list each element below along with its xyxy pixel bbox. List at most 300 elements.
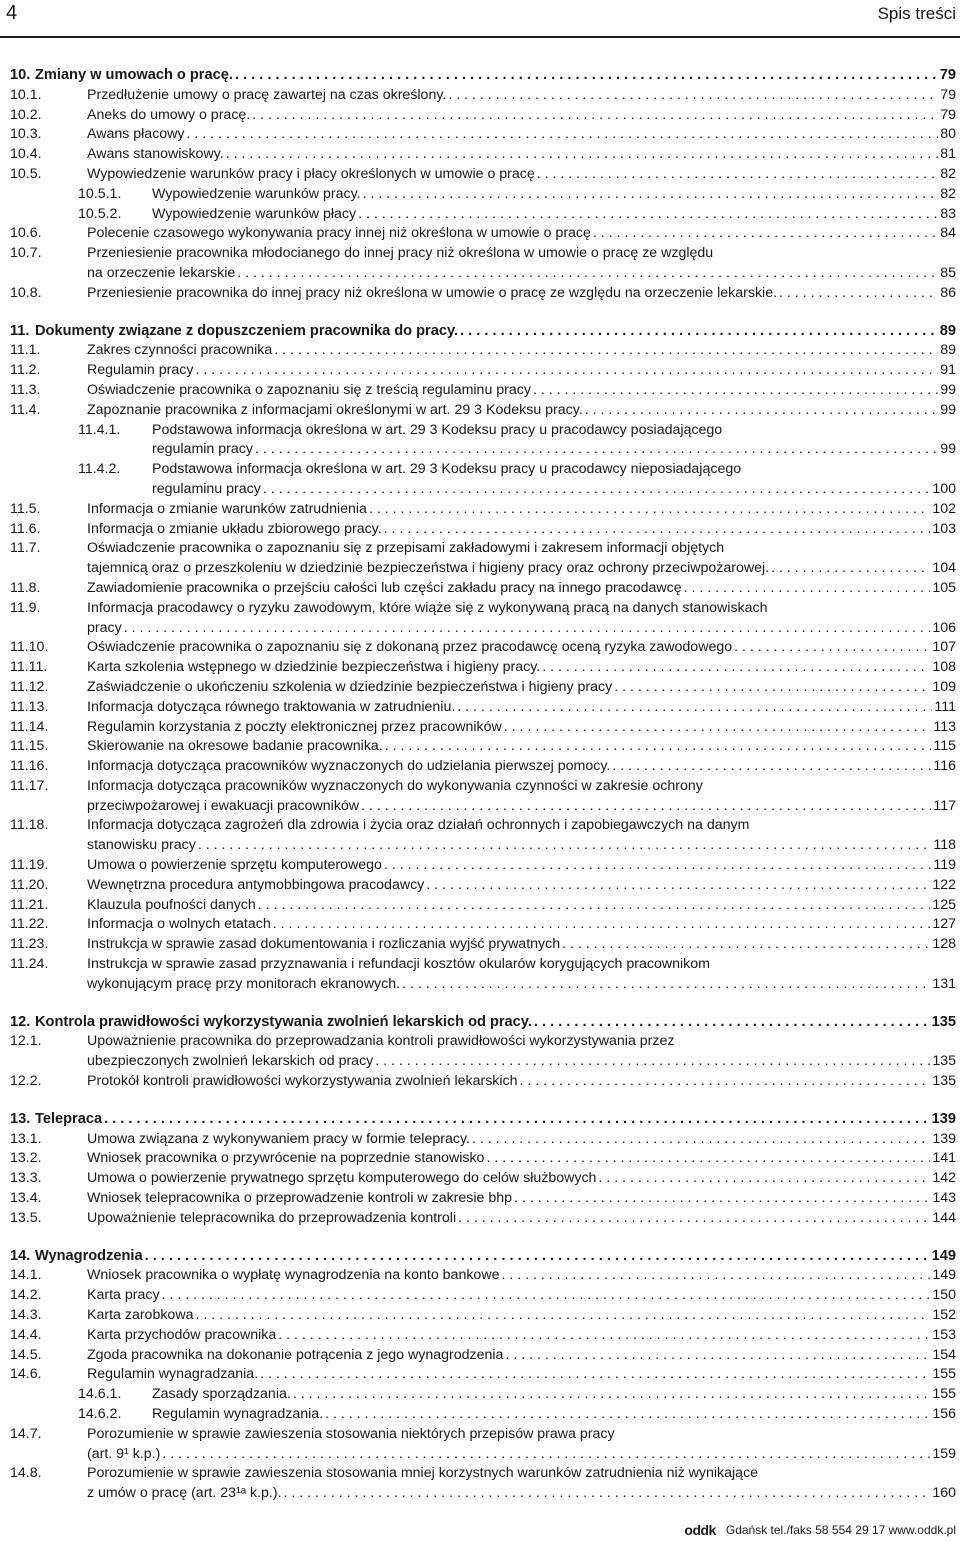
page-ref: 142 [932,1170,956,1187]
entry-title: Informacja o zmianie układu zbiorowego pracy. [87,520,382,537]
toc-entry [10,224,956,244]
entry-title: Umowa o powierzenie sprzętu komputerowego [87,857,382,874]
dot-leader [534,1013,930,1033]
page-number: 4 [6,2,18,24]
entry-title: Regulamin wynagradzania. [87,1366,259,1383]
page-ref: 135 [932,1053,956,1070]
page-ref: 128 [932,936,956,953]
toc-entry [10,106,956,126]
dot-leader [284,1484,931,1504]
toc-entry [10,915,956,935]
entry-number: 10.5.2. [78,205,122,222]
entry-title: Przeniesienie pracownika do innej pracy niż określona w umowie o pracę ze względu na orzeczenie lekarskie. [87,284,778,301]
page-ref: 131 [932,975,956,992]
entry-title: na orzeczenie lekarskie [87,264,236,281]
entry-title: Upoważnienie telepracownika do przeprowadzenia kontroli [87,1209,457,1226]
entry-title: Zaświadczenie o ukończeniu szkolenia w dziedzinie bezpieczeństwa i higieny pracy [87,678,613,695]
toc-chapter [10,322,956,342]
publisher-contact: Gdańsk tel./faks 58 554 29 17 www.oddk.pl [725,1523,956,1537]
entry-number: 14.6.2. [78,1406,122,1422]
dot-leader [162,1445,930,1465]
entry-title: Karta szkolenia wstępnego w dziedzinie bezpieczeństwa i higieny pracy. [87,659,541,676]
entry-title: Informacja o zmianie warunków zatrudnienia [87,500,367,517]
entry-title: z umów o pracę (art. 23¹ᵃ k.p.). [87,1485,282,1502]
section-title: Spis treści [877,4,956,23]
toc-entry [10,1130,956,1150]
toc-entry [10,718,956,738]
dot-leader [274,341,938,361]
dot-leader [375,1052,930,1072]
entry-title: Karta pracy [87,1287,160,1304]
dot-leader [779,284,938,304]
dot-leader [771,559,930,579]
toc-entry [10,1032,956,1072]
entry-title: Wniosek pracownika o wypłatę wynagrodzenia na konto bankowe [87,1267,500,1284]
page-ref: 80 [940,126,956,143]
toc-entry [10,284,956,304]
publisher-logo: oddk [684,1522,716,1538]
toc-entry [10,737,956,757]
page-ref: 82 [940,185,956,202]
dot-leader [505,1346,930,1366]
entry-number: 11.14. [10,718,49,735]
dot-leader [514,1189,930,1209]
entry-number: 14.3. [10,1307,42,1324]
page-ref: 83 [940,205,956,222]
dot-leader [195,1306,930,1326]
toc-entry [10,896,956,916]
entry-number: 13.3. [10,1170,42,1187]
entry-title: Przedłużenie umowy o pracę zawartej na czas określony. [87,86,447,103]
toc-entry [10,1385,956,1405]
page-ref: 79 [940,86,956,103]
dot-leader [198,836,932,856]
entry-title: Podstawowa informacja określona w art. 29 3 Kodeksu pracy u pracodawcy nieposiadającego [152,461,742,478]
toc-entry [10,757,956,777]
entry-title: Zasady sporządzania. [152,1386,291,1403]
entry-title: Instrukcja w sprawie zasad przyznawania i refundacji kosztów okularów korygujących pracownikom [87,956,710,973]
entry-title: Kontrola prawidłowości wykorzystywania zwolnień lekarskich od pracy. [35,1013,532,1030]
entry-number: 14.7. [10,1425,42,1442]
page-ref: 135 [931,1013,956,1030]
toc-entry [10,1306,956,1326]
toc-entry [10,341,956,361]
dot-leader [504,718,932,738]
entry-title: Wewnętrzna procedura antymobbingowa pracodawcy [87,876,425,893]
entry-number: 10.8. [10,284,42,301]
toc-entry [10,500,956,520]
page-ref: 152 [932,1307,956,1324]
entry-number: 11.4.1. [78,421,121,438]
entry-number: 11.9. [10,599,41,616]
toc-entry [10,539,956,579]
page-ref: 111 [934,698,956,715]
toc-chapter [10,1110,956,1130]
dot-leader [162,1286,931,1306]
toc-entry [10,145,956,165]
entry-title: Telepraca [35,1110,103,1127]
dot-leader [258,896,931,916]
toc-entry [10,816,956,856]
entry-number: 11.21. [10,896,49,913]
table-of-contents [10,66,956,1504]
entry-title: ubezpieczonych zwolnień lekarskich od pracy [87,1053,374,1070]
header-divider [0,36,960,38]
toc-entry [10,876,956,896]
page-ref: 149 [932,1267,956,1284]
page-ref: 143 [932,1190,956,1207]
dot-leader [533,381,938,401]
toc-entry [10,1405,956,1425]
page-ref: 108 [932,659,956,676]
entry-title: (art. 9¹ k.p.) [87,1445,161,1462]
entry-number: 11.18. [10,817,49,834]
page-ref: 149 [931,1247,956,1264]
entry-number: 11. [10,322,30,339]
dot-leader [325,1405,930,1425]
page-ref: 107 [932,639,956,656]
toc-entry [10,698,956,718]
toc-entry [10,381,956,401]
page-ref: 86 [940,284,956,301]
page-ref: 118 [933,837,956,854]
page-ref: 154 [932,1346,956,1363]
entry-title: Instrukcja w sprawie zasad dokumentowania i rozliczania wyjść prywatnych [87,936,561,953]
toc-entry [10,1169,956,1189]
page-ref: 82 [940,165,956,182]
entry-title: pracy [87,619,122,636]
entry-title: Informacja dotycząca pracowników wyznaczonych do udzielania pierwszej pomocy. [87,758,611,775]
page-ref: 153 [932,1326,956,1343]
entry-number: 11.10. [10,639,49,656]
entry-title: Oświadczenie pracownika o zapoznaniu się z przepisami zakładowymi i zakresem informacji objętych [87,540,725,557]
page-ref: 99 [940,401,956,418]
page-ref: 113 [933,718,956,735]
entry-title: Zawiadomienie pracownika o przejściu całości lub części zakładu pracy na innego pracodawcę [87,579,682,596]
dot-leader [369,500,930,520]
page-ref: 159 [932,1445,956,1462]
entry-title: Zakres czynności pracownika [87,342,273,359]
entry-number: 11.17. [10,777,49,794]
dot-leader [472,1130,930,1150]
page-ref: 127 [932,916,956,933]
page-ref: 139 [931,1110,956,1127]
dot-leader [537,165,938,185]
page-ref: 135 [932,1073,956,1090]
entry-title: Wynagrodzenia [35,1247,143,1264]
entry-number: 13. [10,1110,31,1127]
entry-number: 13.2. [10,1150,42,1167]
entry-title: Informacja dotycząca równego traktowania w zatrudnieniu. [87,698,456,715]
page-ref: 85 [940,264,956,281]
entry-number: 14.2. [10,1287,42,1304]
dot-leader [612,757,931,777]
toc-entry [10,460,956,500]
page-ref: 117 [933,797,956,814]
entry-number: 12. [10,1013,31,1030]
page-ref: 139 [932,1130,956,1147]
entry-number: 11.5. [10,500,41,517]
toc-entry [10,1189,956,1209]
entry-number: 11.7. [10,540,41,557]
dot-leader [235,66,938,86]
entry-number: 11.4. [10,401,41,418]
dot-leader [542,658,930,678]
entry-title: Podstawowa informacja określona w art. 29 3 Kodeksu pracy u pracodawcy posiadającego [152,421,723,438]
page-ref: 104 [932,560,956,577]
entry-title: Wniosek pracownika o przywrócenie na poprzednie stanowisko [87,1150,485,1167]
entry-number: 13.1. [10,1130,42,1147]
page-footer [684,1522,956,1538]
toc-entry [10,935,956,955]
dot-leader [385,737,932,757]
dot-leader [734,638,930,658]
page-ref: 79 [940,106,956,123]
entry-title: Karta zarobkowa [87,1307,194,1324]
page-header [0,0,960,36]
entry-title: Awans płacowy [87,126,185,143]
entry-title: Porozumienie w sprawie zawieszenia stosowania niektórych przepisów prawa pracy [87,1425,615,1442]
entry-title: tajemnicą oraz o przeszkoleniu w dziedzinie bezpieczeństwa i higieny pracy oraz ochrony przeciwpożarowej. [87,560,770,577]
entry-number: 14.5. [10,1346,42,1363]
entry-title: Awans stanowiskowy. [87,146,224,163]
page-ref: 91 [940,362,956,379]
entry-number: 11.19. [10,857,49,874]
page-ref: 89 [940,342,956,359]
toc-entry [10,777,956,817]
entry-number: 11.13. [10,698,49,715]
entry-title: Oświadczenie pracownika o zapoznaniu się z treścią regulaminu pracy [87,381,531,398]
entry-number: 10.1. [10,86,42,103]
dot-leader [237,264,938,284]
entry-title: regulaminu pracy [152,480,261,497]
dot-leader [384,520,931,540]
toc-entry [10,520,956,540]
entry-number: 11.12. [10,678,49,695]
toc-entry [10,421,956,461]
dot-leader [104,1110,930,1130]
dot-leader [252,106,938,126]
toc-entry [10,1425,956,1465]
dot-leader [585,401,938,421]
dot-leader [278,1326,930,1346]
toc-entry [10,1365,956,1385]
dot-leader [358,205,938,225]
entry-title: Aneks do umowy o pracę. [87,106,251,123]
entry-number: 10.6. [10,225,42,242]
entry-number: 10.2. [10,106,42,123]
entry-title: Wniosek telepracownika o przeprowadzenie kontroli w zakresie bhp [87,1190,513,1207]
entry-number: 11.11. [10,659,48,676]
toc-entry [10,125,956,145]
entry-number: 11.4.2. [78,461,121,478]
dot-leader [363,185,939,205]
entry-number: 11.23. [10,936,49,953]
toc-entry [10,1266,956,1286]
entry-title: Zapoznanie pracownika z informacjami określonymi w art. 29 3 Kodeksu pracy. [87,401,583,418]
entry-title: Informacja dotycząca zagrożeń dla zdrowia i życia oraz działań ochronnych i zapobiegawczych na danym [87,817,750,834]
page-ref: 116 [933,758,956,775]
entry-number: 12.2. [10,1073,42,1090]
page-ref: 160 [932,1485,956,1502]
toc-entry [10,856,956,876]
entry-title: Zmiany w umowach o pracę. [35,67,233,83]
toc-entry [10,244,956,284]
dot-leader [520,1072,931,1092]
entry-title: Oświadczenie pracownika o zapoznaniu się z dokonaną przez pracodawcę oceną ryzyka zawodowego [87,639,733,656]
page-ref: 99 [940,441,956,458]
page-ref: 115 [933,738,956,755]
page-ref: 109 [932,678,956,695]
page-ref: 119 [933,857,956,874]
dot-leader [263,480,931,500]
page-ref: 106 [932,619,956,636]
page-ref: 155 [932,1366,956,1383]
entry-number: 10.5.1. [78,185,122,202]
toc-entry [10,955,956,995]
dot-leader [260,1365,930,1385]
entry-number: 11.2. [10,362,41,379]
toc-entry [10,1286,956,1306]
entry-title: Wypowiedzenie warunków płacy [152,205,357,222]
page-ref: 156 [932,1406,956,1422]
dot-leader [460,322,938,342]
entry-number: 11.16. [10,758,49,775]
page-ref: 81 [940,146,956,163]
page-ref: 144 [932,1209,956,1226]
entry-title: Przeniesienie pracownika młodocianego do innej pracy niż określona w umowie o pracę ze względu [87,245,714,262]
entry-number: 11.6. [10,520,41,537]
toc-entry [10,205,956,225]
entry-title: Wypowiedzenie warunków pracy. [152,185,361,202]
dot-leader [402,975,930,995]
entry-title: przeciwpożarowej i ewakuacji pracowników [87,797,360,814]
entry-title: Regulamin wynagradzania. [152,1406,324,1422]
dot-leader [384,856,931,876]
toc-entry [10,1209,956,1229]
entry-number: 14.6. [10,1366,42,1383]
entry-number: 13.4. [10,1190,42,1207]
page-ref: 89 [939,322,956,339]
entry-title: Informacja dotycząca pracowników wyznaczonych do wykonywania czynności w zakresie ochrony [87,777,703,794]
entry-number: 14.8. [10,1465,42,1482]
page-ref: 105 [932,579,956,596]
entry-title: Informacja o wolnych etatach [87,916,271,933]
dot-leader [273,915,931,935]
entry-title: Informacja pracodawcy o ryzyku zawodowym, które wiąże się z wykonywaną pracą na danych stanowiskach [87,599,768,616]
page-ref: 99 [940,381,956,398]
page-ref: 141 [932,1150,956,1167]
entry-number: 14.6.1. [78,1386,122,1403]
toc-entry [10,579,956,599]
dot-leader [195,361,938,381]
entry-number: 11.3. [10,381,41,398]
dot-leader [187,125,939,145]
page-ref: 79 [939,67,956,83]
entry-title: Karta przychodów pracownika [87,1326,277,1343]
entry-title: Polecenie czasowego wykonywania pracy innej niż określona w umowie o pracę [87,225,591,242]
entry-number: 10.5. [10,165,42,182]
entry-title: Umowa związana z wykonywaniem pracy w formie telepracy. [87,1130,470,1147]
entry-number: 12.1. [10,1033,42,1050]
dot-leader [226,145,939,165]
toc-chapter [10,66,956,86]
toc-chapter [10,1013,956,1033]
toc-entry [10,599,956,639]
entry-title: Umowa o powierzenie prywatnego sprzętu komputerowego do celów służbowych [87,1170,597,1187]
dot-leader [255,440,938,460]
toc-entry [10,185,956,205]
dot-leader [501,1266,930,1286]
toc-entry [10,678,956,698]
entry-number: 13.5. [10,1209,42,1226]
entry-number: 11.15. [10,738,49,755]
toc-entry [10,1072,956,1092]
dot-leader [293,1385,931,1405]
entry-number: 11.1. [10,342,41,359]
entry-title: Zgoda pracownika na dokonanie potrącenia z jego wynagrodzenia [87,1346,504,1363]
entry-title: Protokół kontroli prawidłowości wykorzystywania zwolnień lekarskich [87,1073,518,1090]
entry-number: 11.20. [10,876,49,893]
entry-number: 10.3. [10,126,42,143]
entry-title: regulamin pracy [152,441,253,458]
page-ref: 125 [932,896,956,913]
toc-entry [10,86,956,106]
toc-entry [10,361,956,381]
dot-leader [593,224,938,244]
entry-number: 11.24. [10,956,49,973]
toc-entry [10,165,956,185]
toc-entry [10,1149,956,1169]
entry-number: 10.4. [10,146,42,163]
entry-title: Wypowiedzenie warunków pracy i płacy określonych w umowie o pracę [87,165,535,182]
toc-chapter [10,1247,956,1267]
dot-leader [361,797,931,817]
toc-entry [10,1346,956,1366]
dot-leader [486,1149,930,1169]
toc-entry [10,1464,956,1504]
entry-title: wykonującym pracę przy monitorach ekranowych. [87,975,401,992]
entry-title: Dokumenty związane z dopuszczeniem pracownika do pracy. [35,322,459,339]
entry-number: 14. [10,1247,31,1264]
dot-leader [598,1169,930,1189]
toc-entry [10,658,956,678]
page-ref: 122 [932,876,956,893]
entry-title: Regulamin korzystania z poczty elektronicznej przez pracowników [87,718,502,735]
dot-leader [562,935,930,955]
entry-title: Regulamin pracy [87,362,194,379]
dot-leader [684,579,931,599]
dot-leader [426,876,930,896]
page-ref: 155 [932,1386,956,1403]
page-ref: 103 [932,520,956,537]
entry-title: Porozumienie w sprawie zawieszenia stosowania mniej korzystnych warunków zatrudnienia niż wynikające [87,1465,759,1482]
entry-number: 10.7. [10,245,42,262]
page-ref: 102 [932,500,956,517]
entry-title: Klauzula poufności danych [87,896,256,913]
dot-leader [457,698,932,718]
entry-number: 11.22. [10,916,49,933]
entry-number: 10. [10,67,31,83]
entry-title: Upoważnienie pracownika do przeprowadzania kontroli prawidłowości wykorzystywania przez [87,1033,675,1050]
toc-entry [10,638,956,658]
dot-leader [614,678,930,698]
entry-number: 14.1. [10,1267,42,1284]
dot-leader [458,1209,930,1229]
entry-number: 14.4. [10,1326,42,1343]
page-ref: 150 [932,1287,956,1304]
toc-entry [10,1326,956,1346]
